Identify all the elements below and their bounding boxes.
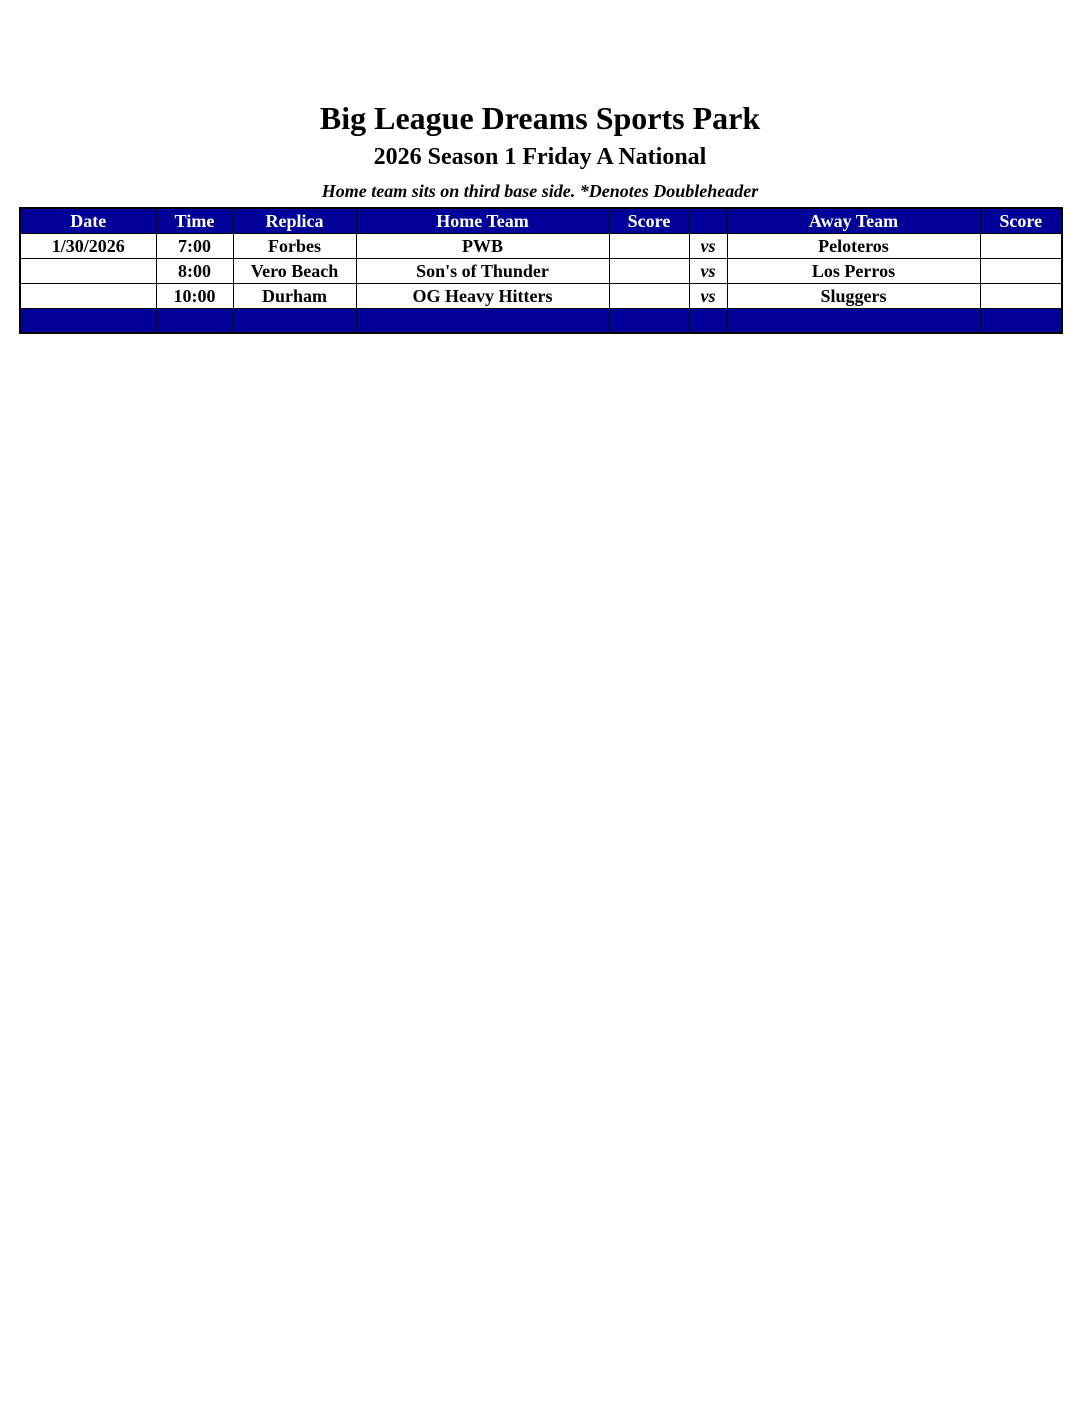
replica-cell: Forbes bbox=[233, 234, 356, 259]
footer-cell bbox=[689, 309, 727, 334]
footer-cell bbox=[980, 309, 1062, 334]
home-score-cell bbox=[609, 259, 689, 284]
footer-cell bbox=[356, 309, 609, 334]
page-title: Big League Dreams Sports Park bbox=[319, 100, 761, 136]
column-header-away-team: Away Team bbox=[727, 208, 980, 234]
schedule-table bbox=[19, 207, 1063, 334]
column-header-home-score: Score bbox=[609, 208, 689, 234]
away-score-cell bbox=[980, 259, 1062, 284]
column-header-home-team: Home Team bbox=[356, 208, 609, 234]
away-team-cell: Los Perros bbox=[727, 259, 980, 284]
footer-cell bbox=[20, 309, 156, 334]
home-team-cell: OG Heavy Hitters bbox=[356, 284, 609, 309]
column-header-vs bbox=[689, 208, 727, 234]
footer-cell bbox=[233, 309, 356, 334]
replica-cell: Vero Beach bbox=[233, 259, 356, 284]
home-team-cell: PWB bbox=[356, 234, 609, 259]
table-footer-band bbox=[20, 309, 1062, 334]
header-row bbox=[20, 208, 1062, 234]
away-team-cell: Peloteros bbox=[727, 234, 980, 259]
page-subtitle: 2026 Season 1 Friday A National bbox=[373, 144, 707, 170]
away-score-cell bbox=[980, 284, 1062, 309]
home-score-cell bbox=[609, 284, 689, 309]
footer-cell bbox=[609, 309, 689, 334]
time-cell: 7:00 bbox=[156, 234, 233, 259]
date-cell bbox=[20, 284, 156, 309]
column-header-replica: Replica bbox=[233, 208, 356, 234]
time-cell: 8:00 bbox=[156, 259, 233, 284]
date-cell bbox=[20, 259, 156, 284]
home-team-cell: Son's of Thunder bbox=[356, 259, 609, 284]
column-header-date: Date bbox=[20, 208, 156, 234]
footer-cell bbox=[727, 309, 980, 334]
table-row bbox=[20, 284, 1062, 309]
column-header-away-score: Score bbox=[980, 208, 1062, 234]
away-score-cell bbox=[980, 234, 1062, 259]
time-cell: 10:00 bbox=[156, 284, 233, 309]
home-score-cell bbox=[609, 234, 689, 259]
table-row bbox=[20, 234, 1062, 259]
date-cell: 1/30/2026 bbox=[20, 234, 156, 259]
replica-cell: Durham bbox=[233, 284, 356, 309]
column-header-time: Time bbox=[156, 208, 233, 234]
table-row bbox=[20, 259, 1062, 284]
vs-cell: vs bbox=[689, 259, 727, 284]
vs-cell: vs bbox=[689, 284, 727, 309]
away-team-cell: Sluggers bbox=[727, 284, 980, 309]
doubleheader-note: Home team sits on third base side. *Denotes Doubleheader bbox=[321, 181, 759, 201]
vs-cell: vs bbox=[689, 234, 727, 259]
footer-cell bbox=[156, 309, 233, 334]
